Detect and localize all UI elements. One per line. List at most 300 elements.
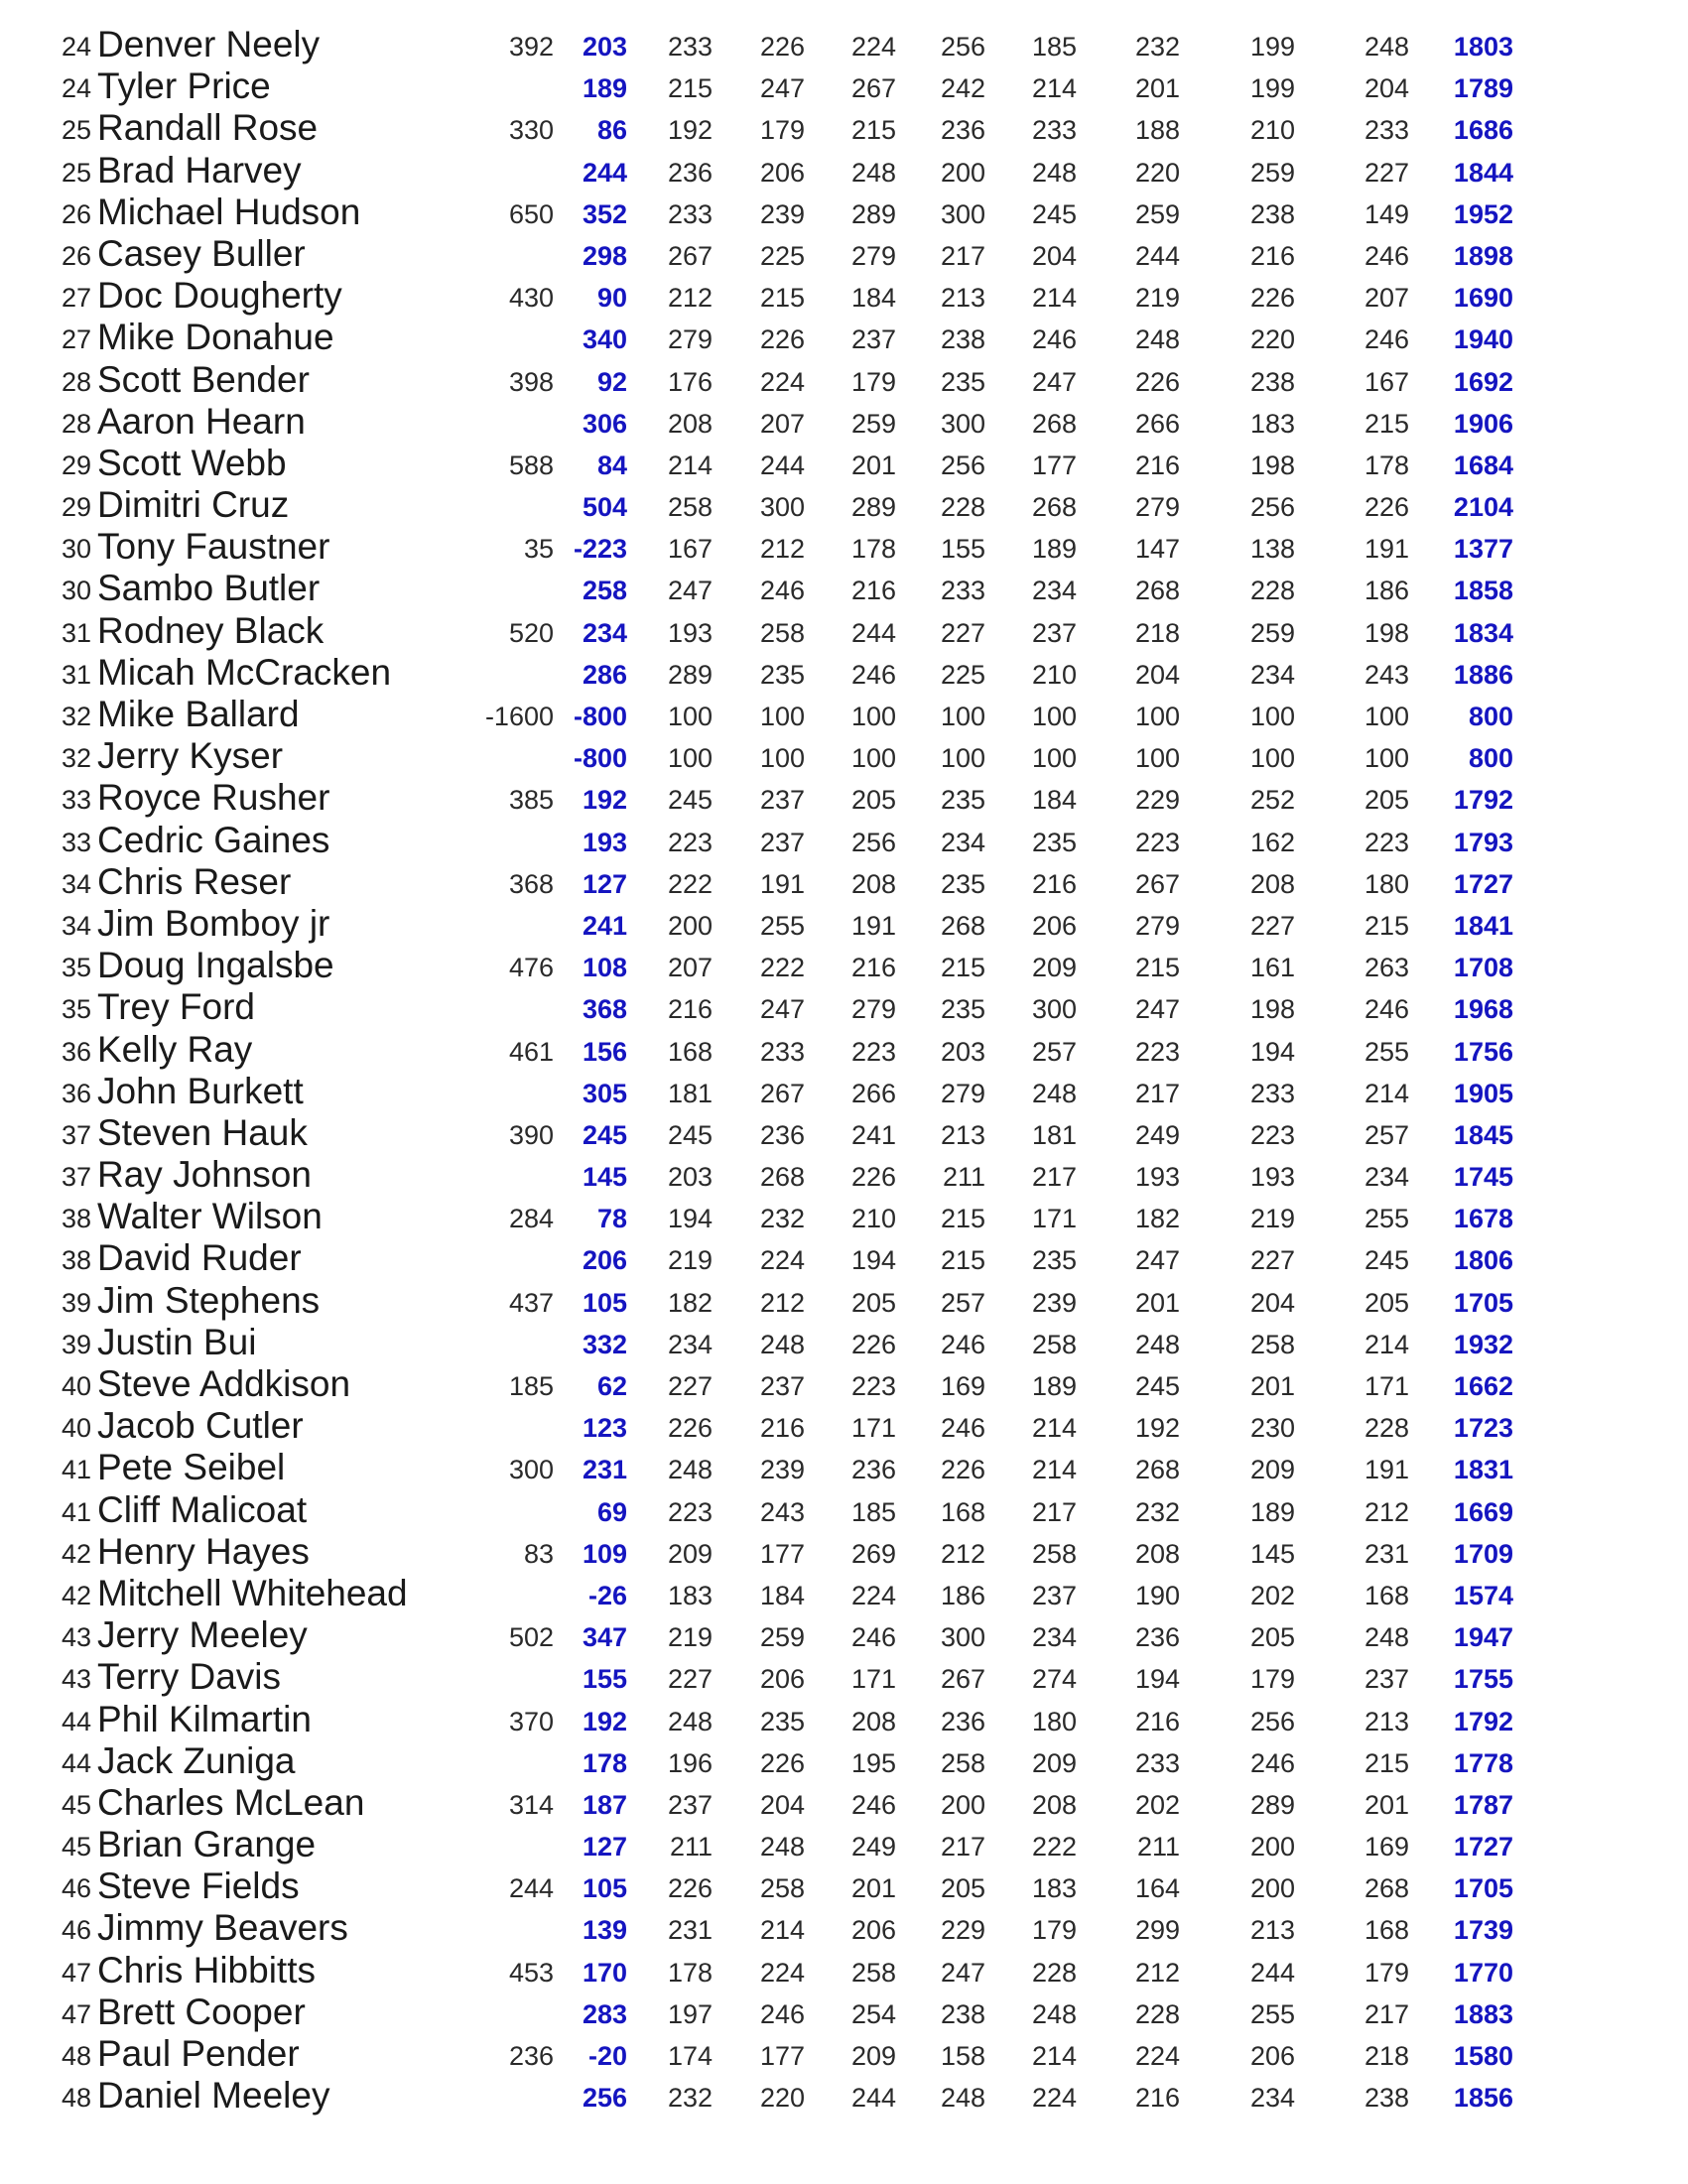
game-score-1: 209 bbox=[667, 1538, 713, 1569]
handicap-score: 127 bbox=[582, 1832, 627, 1863]
game-score-3: 244 bbox=[850, 617, 896, 648]
game-score-6: 188 bbox=[1134, 115, 1180, 146]
table-row bbox=[0, 150, 1688, 192]
pair-score: -1600 bbox=[484, 702, 554, 731]
game-score-2: 233 bbox=[759, 1036, 805, 1067]
game-score-5: 274 bbox=[1031, 1664, 1077, 1695]
game-score-8: 233 bbox=[1363, 115, 1409, 146]
table-row bbox=[0, 1071, 1688, 1112]
game-score-5: 257 bbox=[1031, 1036, 1077, 1067]
game-score-7: 256 bbox=[1249, 492, 1295, 523]
pair-score: 437 bbox=[508, 1287, 554, 1318]
game-score-7: 208 bbox=[1249, 868, 1295, 899]
game-score-8: 226 bbox=[1363, 492, 1409, 523]
total-score: 800 bbox=[1468, 702, 1513, 731]
game-score-8: 149 bbox=[1363, 198, 1409, 229]
handicap-score: 305 bbox=[582, 1078, 627, 1108]
game-score-1: 223 bbox=[667, 827, 713, 857]
table-row bbox=[0, 24, 1688, 65]
handicap-score: 306 bbox=[582, 408, 627, 439]
game-score-4: 236 bbox=[940, 115, 985, 146]
total-score: 1883 bbox=[1453, 1998, 1513, 2029]
game-score-1: 181 bbox=[667, 1078, 713, 1108]
total-score: 1806 bbox=[1453, 1245, 1513, 1276]
game-score-8: 178 bbox=[1363, 450, 1409, 480]
game-score-2: 243 bbox=[759, 1496, 805, 1527]
game-score-3: 216 bbox=[850, 576, 896, 606]
game-score-3: 178 bbox=[850, 534, 896, 565]
total-score: 1705 bbox=[1453, 1287, 1513, 1318]
game-score-4: 226 bbox=[940, 1455, 985, 1485]
game-score-7: 138 bbox=[1249, 534, 1295, 565]
game-score-8: 207 bbox=[1363, 283, 1409, 314]
team-number: 37 bbox=[61, 1162, 91, 1193]
handicap-score: 234 bbox=[582, 617, 627, 648]
bowler-name: Mike Ballard bbox=[97, 694, 300, 734]
game-score-3: 191 bbox=[850, 910, 896, 941]
total-score: 1831 bbox=[1453, 1455, 1513, 1485]
game-score-2: 237 bbox=[759, 1371, 805, 1401]
game-score-3: 256 bbox=[850, 827, 896, 857]
game-score-2: 258 bbox=[759, 1873, 805, 1904]
team-number: 36 bbox=[61, 1078, 91, 1108]
game-score-3: 184 bbox=[850, 283, 896, 314]
game-score-3: 258 bbox=[850, 1957, 896, 1988]
game-score-3: 289 bbox=[850, 198, 896, 229]
game-score-1: 226 bbox=[667, 1413, 713, 1444]
game-score-6: 247 bbox=[1134, 994, 1180, 1025]
game-score-1: 203 bbox=[667, 1162, 713, 1193]
handicap-score: 109 bbox=[582, 1538, 627, 1569]
game-score-7: 259 bbox=[1249, 617, 1295, 648]
game-score-8: 100 bbox=[1363, 743, 1409, 774]
pair-score: 236 bbox=[508, 2041, 554, 2071]
total-score: 1906 bbox=[1453, 408, 1513, 439]
game-score-5: 234 bbox=[1031, 576, 1077, 606]
handicap-score: 187 bbox=[582, 1789, 627, 1820]
game-score-1: 212 bbox=[667, 283, 713, 314]
total-score: 1952 bbox=[1453, 198, 1513, 229]
game-score-4: 235 bbox=[940, 868, 985, 899]
bowler-name: Terry Davis bbox=[97, 1656, 282, 1698]
total-score: 1709 bbox=[1453, 1538, 1513, 1569]
game-score-7: 216 bbox=[1249, 240, 1295, 271]
team-number: 24 bbox=[61, 32, 91, 62]
game-score-4: 257 bbox=[940, 1287, 985, 1318]
game-score-1: 182 bbox=[667, 1287, 713, 1318]
total-score: 1705 bbox=[1453, 1873, 1513, 1904]
game-score-6: 223 bbox=[1134, 827, 1180, 857]
game-score-1: 194 bbox=[667, 1204, 713, 1234]
game-score-1: 232 bbox=[667, 2083, 713, 2114]
game-score-8: 217 bbox=[1363, 1998, 1409, 2029]
game-score-7: 179 bbox=[1249, 1664, 1295, 1695]
team-number: 43 bbox=[61, 1622, 91, 1653]
handicap-score: 84 bbox=[596, 450, 627, 480]
total-score: 1841 bbox=[1453, 910, 1513, 941]
bowler-name: Chris Reser bbox=[97, 860, 292, 902]
game-score-7: 233 bbox=[1249, 1078, 1295, 1108]
total-score: 1770 bbox=[1453, 1957, 1513, 1988]
game-score-5: 214 bbox=[1031, 73, 1077, 104]
game-score-4: 300 bbox=[940, 408, 985, 439]
game-score-4: 234 bbox=[940, 827, 985, 857]
bowler-name: Casey Buller bbox=[97, 232, 306, 274]
game-score-1: 233 bbox=[667, 198, 713, 229]
pair-score: 453 bbox=[508, 1957, 554, 1988]
game-score-5: 177 bbox=[1031, 450, 1077, 480]
game-score-1: 231 bbox=[667, 1915, 713, 1946]
game-score-1: 227 bbox=[667, 1371, 713, 1401]
game-score-1: 208 bbox=[667, 408, 713, 439]
game-score-8: 186 bbox=[1363, 576, 1409, 606]
game-score-7: 244 bbox=[1249, 1957, 1295, 1988]
bowler-name: Michael Hudson bbox=[97, 191, 361, 232]
game-score-8: 213 bbox=[1363, 1706, 1409, 1736]
table-row bbox=[0, 1656, 1688, 1698]
bowler-name: Charles McLean bbox=[97, 1781, 365, 1823]
game-score-2: 268 bbox=[759, 1162, 805, 1193]
game-score-8: 257 bbox=[1363, 1119, 1409, 1150]
game-score-3: 254 bbox=[850, 1998, 896, 2029]
game-score-5: 214 bbox=[1031, 1413, 1077, 1444]
game-score-2: 239 bbox=[759, 198, 805, 229]
game-score-6: 164 bbox=[1134, 1873, 1180, 1904]
table-row bbox=[0, 903, 1688, 945]
game-score-8: 205 bbox=[1363, 1287, 1409, 1318]
total-score: 1792 bbox=[1453, 1706, 1513, 1736]
team-number: 30 bbox=[61, 576, 91, 606]
bowler-name: Steven Hauk bbox=[97, 1111, 308, 1153]
team-number: 29 bbox=[61, 450, 91, 480]
game-score-6: 236 bbox=[1134, 1622, 1180, 1653]
game-score-3: 279 bbox=[850, 240, 896, 271]
total-score: 1708 bbox=[1453, 953, 1513, 983]
team-number: 25 bbox=[61, 157, 91, 188]
game-score-2: 235 bbox=[759, 659, 805, 690]
game-score-5: 214 bbox=[1031, 1455, 1077, 1485]
game-score-2: 216 bbox=[759, 1413, 805, 1444]
game-score-7: 230 bbox=[1249, 1413, 1295, 1444]
game-score-8: 248 bbox=[1363, 32, 1409, 62]
handicap-score: 340 bbox=[582, 324, 627, 355]
game-score-6: 232 bbox=[1134, 32, 1180, 62]
pair-score: 83 bbox=[523, 1538, 554, 1569]
game-score-7: 213 bbox=[1249, 1915, 1295, 1946]
handicap-score: -20 bbox=[587, 2041, 627, 2071]
total-score: 1844 bbox=[1453, 157, 1513, 188]
table-row bbox=[0, 1237, 1688, 1279]
game-score-3: 171 bbox=[850, 1413, 896, 1444]
game-score-7: 223 bbox=[1249, 1119, 1295, 1150]
bowler-name: Jimmy Beavers bbox=[97, 1907, 348, 1949]
game-score-8: 234 bbox=[1363, 1162, 1409, 1193]
game-score-3: 195 bbox=[850, 1747, 896, 1778]
game-score-6: 201 bbox=[1134, 73, 1180, 104]
team-number: 28 bbox=[61, 366, 91, 397]
game-score-3: 248 bbox=[850, 157, 896, 188]
game-score-2: 215 bbox=[759, 283, 805, 314]
game-score-4: 235 bbox=[940, 994, 985, 1025]
game-score-4: 155 bbox=[940, 534, 985, 565]
game-score-2: 300 bbox=[759, 492, 805, 523]
total-score: 2104 bbox=[1453, 492, 1513, 523]
game-score-7: 198 bbox=[1249, 994, 1295, 1025]
game-score-1: 227 bbox=[667, 1664, 713, 1695]
total-score: 1856 bbox=[1453, 2083, 1513, 2114]
game-score-5: 217 bbox=[1031, 1162, 1077, 1193]
game-score-5: 210 bbox=[1031, 659, 1077, 690]
bowler-name: Doc Dougherty bbox=[97, 275, 342, 317]
game-score-3: 208 bbox=[850, 868, 896, 899]
bowler-name: Brad Harvey bbox=[97, 149, 302, 191]
game-score-6: 247 bbox=[1134, 1245, 1180, 1276]
pair-score: 588 bbox=[508, 450, 554, 480]
game-score-4: 248 bbox=[940, 2083, 985, 2114]
game-score-2: 235 bbox=[759, 1706, 805, 1736]
game-score-6: 215 bbox=[1134, 953, 1180, 983]
pair-score: 330 bbox=[508, 115, 554, 146]
game-score-3: 267 bbox=[850, 73, 896, 104]
game-score-8: 214 bbox=[1363, 1078, 1409, 1108]
bowler-name: Tyler Price bbox=[97, 65, 271, 107]
game-score-5: 224 bbox=[1031, 2083, 1077, 2114]
game-score-8: 268 bbox=[1363, 1873, 1409, 1904]
game-score-1: 176 bbox=[667, 366, 713, 397]
game-score-3: 194 bbox=[850, 1245, 896, 1276]
game-score-5: 228 bbox=[1031, 1957, 1077, 1988]
game-score-6: 147 bbox=[1134, 534, 1180, 565]
pair-score: 390 bbox=[508, 1119, 554, 1150]
game-score-7: 289 bbox=[1249, 1789, 1295, 1820]
table-row bbox=[0, 275, 1688, 317]
game-score-3: 269 bbox=[850, 1538, 896, 1569]
game-score-1: 223 bbox=[667, 1496, 713, 1527]
game-score-8: 205 bbox=[1363, 785, 1409, 816]
game-score-3: 226 bbox=[850, 1162, 896, 1193]
game-score-6: 217 bbox=[1134, 1078, 1180, 1108]
handicap-score: 69 bbox=[596, 1496, 627, 1527]
game-score-6: 100 bbox=[1134, 702, 1180, 731]
game-score-3: 215 bbox=[850, 115, 896, 146]
table-row bbox=[0, 610, 1688, 652]
game-score-4: 258 bbox=[940, 1747, 985, 1778]
bowler-name: Steve Fields bbox=[97, 1865, 300, 1907]
pair-score: 185 bbox=[508, 1371, 554, 1401]
handicap-score: 192 bbox=[582, 785, 627, 816]
team-number: 48 bbox=[61, 2083, 91, 2114]
game-score-7: 238 bbox=[1249, 366, 1295, 397]
game-score-8: 246 bbox=[1363, 324, 1409, 355]
game-score-4: 267 bbox=[940, 1664, 985, 1695]
game-score-6: 100 bbox=[1134, 743, 1180, 774]
game-score-8: 191 bbox=[1363, 534, 1409, 565]
game-score-4: 186 bbox=[940, 1580, 985, 1610]
game-score-5: 234 bbox=[1031, 1622, 1077, 1653]
bowler-name: Cliff Malicoat bbox=[97, 1488, 308, 1530]
bowler-name: John Burkett bbox=[97, 1070, 304, 1111]
standings-sheet bbox=[0, 24, 1688, 2117]
handicap-score: 62 bbox=[596, 1371, 627, 1401]
game-score-5: 214 bbox=[1031, 283, 1077, 314]
game-score-6: 216 bbox=[1134, 1706, 1180, 1736]
team-number: 41 bbox=[61, 1496, 91, 1527]
bowler-name: Sambo Butler bbox=[97, 568, 321, 609]
bowler-name: Scott Bender bbox=[97, 358, 310, 400]
game-score-3: 249 bbox=[850, 1832, 896, 1863]
game-score-7: 183 bbox=[1249, 408, 1295, 439]
game-score-7: 258 bbox=[1249, 1329, 1295, 1359]
total-score: 1787 bbox=[1453, 1789, 1513, 1820]
game-score-2: 100 bbox=[759, 702, 805, 731]
game-score-1: 197 bbox=[667, 1998, 713, 2029]
game-score-4: 215 bbox=[940, 1245, 985, 1276]
game-score-7: 205 bbox=[1249, 1622, 1295, 1653]
table-row bbox=[0, 1363, 1688, 1405]
game-score-8: 255 bbox=[1363, 1204, 1409, 1234]
team-number: 26 bbox=[61, 240, 91, 271]
game-score-3: 223 bbox=[850, 1036, 896, 1067]
game-score-8: 214 bbox=[1363, 1329, 1409, 1359]
table-row bbox=[0, 1112, 1688, 1154]
total-score: 1580 bbox=[1453, 2041, 1513, 2071]
game-score-7: 238 bbox=[1249, 198, 1295, 229]
game-score-1: 279 bbox=[667, 324, 713, 355]
game-score-1: 193 bbox=[667, 617, 713, 648]
table-row bbox=[0, 1154, 1688, 1196]
game-score-4: 256 bbox=[940, 32, 985, 62]
table-row bbox=[0, 1950, 1688, 1991]
game-score-6: 279 bbox=[1134, 910, 1180, 941]
game-score-4: 211 bbox=[942, 1162, 985, 1193]
total-score: 1898 bbox=[1453, 240, 1513, 271]
game-score-8: 167 bbox=[1363, 366, 1409, 397]
pair-score: 392 bbox=[508, 32, 554, 62]
game-score-6: 211 bbox=[1136, 1832, 1180, 1863]
handicap-score: 155 bbox=[582, 1664, 627, 1695]
team-number: 31 bbox=[61, 659, 91, 690]
team-number: 42 bbox=[61, 1580, 91, 1610]
game-score-2: 191 bbox=[759, 868, 805, 899]
table-row bbox=[0, 1865, 1688, 1907]
game-score-7: 206 bbox=[1249, 2041, 1295, 2071]
game-score-2: 244 bbox=[759, 450, 805, 480]
bowler-name: Trey Ford bbox=[97, 986, 255, 1028]
table-row bbox=[0, 568, 1688, 609]
game-score-5: 237 bbox=[1031, 1580, 1077, 1610]
game-score-6: 229 bbox=[1134, 785, 1180, 816]
total-score: 1745 bbox=[1453, 1162, 1513, 1193]
game-score-7: 234 bbox=[1249, 659, 1295, 690]
handicap-score: 193 bbox=[582, 827, 627, 857]
handicap-score: -800 bbox=[573, 702, 627, 731]
game-score-6: 216 bbox=[1134, 450, 1180, 480]
bowler-name: Paul Pender bbox=[97, 2033, 300, 2074]
game-score-6: 220 bbox=[1134, 157, 1180, 188]
bowler-name: Scott Webb bbox=[97, 442, 287, 483]
game-score-1: 219 bbox=[667, 1245, 713, 1276]
handicap-score: 105 bbox=[582, 1873, 627, 1904]
total-score: 1678 bbox=[1453, 1204, 1513, 1234]
team-number: 38 bbox=[61, 1204, 91, 1234]
game-score-8: 255 bbox=[1363, 1036, 1409, 1067]
game-score-4: 100 bbox=[940, 702, 985, 731]
bowler-name: Rodney Black bbox=[97, 609, 325, 651]
game-score-5: 258 bbox=[1031, 1329, 1077, 1359]
game-score-8: 238 bbox=[1363, 2083, 1409, 2114]
game-score-2: 237 bbox=[759, 785, 805, 816]
game-score-2: 212 bbox=[759, 534, 805, 565]
team-number: 25 bbox=[61, 115, 91, 146]
game-score-6: 204 bbox=[1134, 659, 1180, 690]
game-score-1: 234 bbox=[667, 1329, 713, 1359]
handicap-score: 123 bbox=[582, 1413, 627, 1444]
game-score-1: 200 bbox=[667, 910, 713, 941]
team-number: 26 bbox=[61, 198, 91, 229]
game-score-6: 193 bbox=[1134, 1162, 1180, 1193]
game-score-8: 227 bbox=[1363, 157, 1409, 188]
game-score-5: 246 bbox=[1031, 324, 1077, 355]
pair-score: 398 bbox=[508, 366, 554, 397]
game-score-1: 222 bbox=[667, 868, 713, 899]
handicap-score: -223 bbox=[573, 534, 627, 565]
game-score-4: 236 bbox=[940, 1706, 985, 1736]
game-score-4: 238 bbox=[940, 1998, 985, 2029]
handicap-score: 504 bbox=[582, 492, 627, 523]
game-score-2: 247 bbox=[759, 994, 805, 1025]
game-score-6: 259 bbox=[1134, 198, 1180, 229]
game-score-3: 171 bbox=[850, 1664, 896, 1695]
handicap-score: 145 bbox=[582, 1162, 627, 1193]
game-score-6: 223 bbox=[1134, 1036, 1180, 1067]
game-score-1: 196 bbox=[667, 1747, 713, 1778]
game-score-8: 223 bbox=[1363, 827, 1409, 857]
game-score-8: 245 bbox=[1363, 1245, 1409, 1276]
game-score-4: 200 bbox=[940, 157, 985, 188]
table-row bbox=[0, 1280, 1688, 1322]
game-score-8: 237 bbox=[1363, 1664, 1409, 1695]
bowler-name: Ray Johnson bbox=[97, 1154, 312, 1196]
team-number: 48 bbox=[61, 2041, 91, 2071]
game-score-7: 256 bbox=[1249, 1706, 1295, 1736]
game-score-5: 248 bbox=[1031, 1998, 1077, 2029]
game-score-8: 204 bbox=[1363, 73, 1409, 104]
game-score-2: 206 bbox=[759, 1664, 805, 1695]
table-row bbox=[0, 401, 1688, 443]
game-score-3: 236 bbox=[850, 1455, 896, 1485]
game-score-5: 247 bbox=[1031, 366, 1077, 397]
game-score-2: 246 bbox=[759, 576, 805, 606]
game-score-2: 239 bbox=[759, 1455, 805, 1485]
game-score-7: 234 bbox=[1249, 2083, 1295, 2114]
total-score: 1755 bbox=[1453, 1664, 1513, 1695]
table-row bbox=[0, 861, 1688, 903]
game-score-8: 215 bbox=[1363, 408, 1409, 439]
team-number: 33 bbox=[61, 827, 91, 857]
total-score: 1845 bbox=[1453, 1119, 1513, 1150]
total-score: 1662 bbox=[1453, 1371, 1513, 1401]
game-score-5: 100 bbox=[1031, 702, 1077, 731]
game-score-1: 100 bbox=[667, 743, 713, 774]
game-score-3: 209 bbox=[850, 2041, 896, 2071]
team-number: 33 bbox=[61, 785, 91, 816]
game-score-2: 224 bbox=[759, 1957, 805, 1988]
game-score-4: 158 bbox=[940, 2041, 985, 2071]
game-score-7: 227 bbox=[1249, 1245, 1295, 1276]
game-score-5: 189 bbox=[1031, 1371, 1077, 1401]
total-score: 1947 bbox=[1453, 1622, 1513, 1653]
game-score-3: 244 bbox=[850, 2083, 896, 2114]
